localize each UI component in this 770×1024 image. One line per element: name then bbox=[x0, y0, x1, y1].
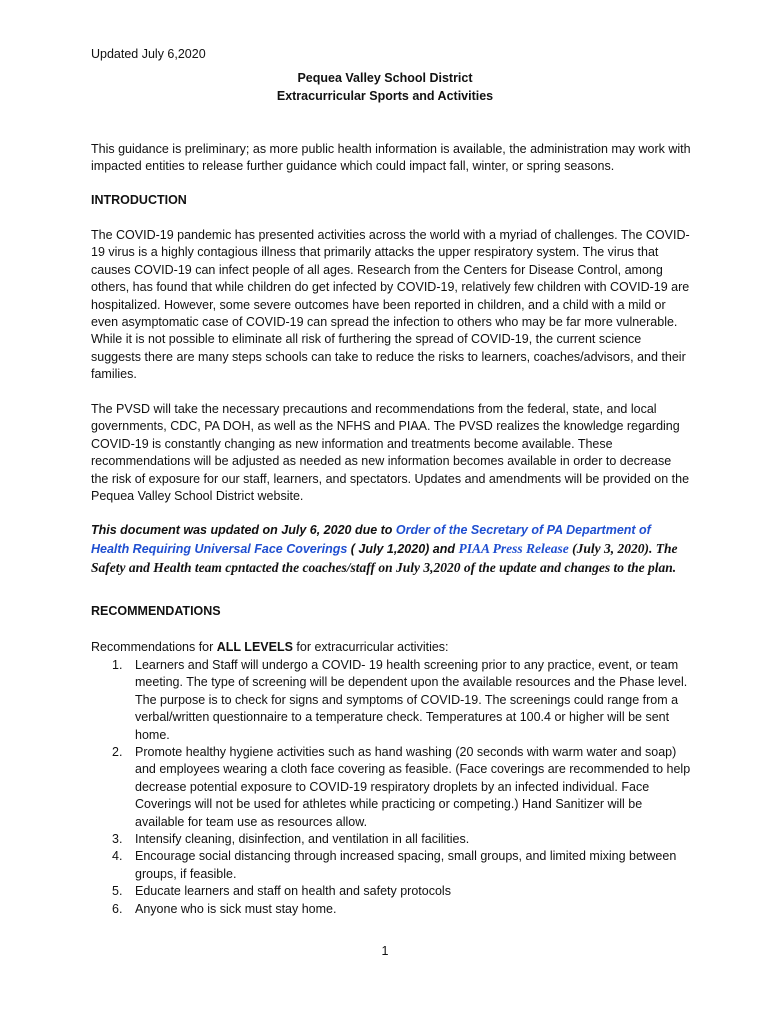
recommendation-number: 5. bbox=[112, 884, 123, 899]
recommendations-intro-bold: ALL LEVELS bbox=[216, 640, 293, 654]
recommendation-text: Learners and Staff will undergo a COVID- 19 health screening prior to any practice, event, or team meeting. The type of screening will be dependent upon the available resources and the Phase level. The purpose is to check for signs and symptoms of COVID-19. The screenings could range from a verbal/written questionnaire to a temperature check. Temperatures at 100.4 or higher will be sent home. bbox=[135, 658, 688, 742]
recommendation-number: 1. bbox=[112, 658, 123, 672]
recommendation-item bbox=[91, 831, 691, 848]
recommendation-text: Anyone who is sick must stay home. bbox=[135, 901, 337, 916]
updated-date: Updated July 6,2020 bbox=[91, 47, 206, 61]
recommendations-intro-prefix: Recommendations for bbox=[91, 640, 217, 654]
recommendations-intro bbox=[91, 639, 691, 656]
recommendation-number: 4. bbox=[112, 849, 123, 864]
recommendations-list bbox=[91, 657, 691, 918]
recommendation-text: Intensify cleaning, disinfection, and ventilation in all facilities. bbox=[135, 832, 470, 847]
recommendation-number: 2. bbox=[112, 745, 123, 760]
page-number: 1 bbox=[381, 944, 389, 958]
recommendation-text: Educate learners and staff on health and safety protocols bbox=[135, 884, 451, 899]
introduction-paragraph-2: The PVSD will take the necessary precautions and recommendations from the federal, state, and local governments, CDC, PA DOH, as well as the NFHS and PIAA. The PVSD realizes the knowledge regarding COVID-19 is constantly changing as new information and treatments become available. These recommendations will be adjusted as needed as new information becomes available in order to decrease the risk of exposure for our staff, learners, and spectators. Updates and amendments will be provided on the Pequea Valley School District website. bbox=[91, 402, 690, 504]
update-note bbox=[91, 522, 691, 577]
doh-order-link[interactable]: Order of the Secretary of PA Department of Health Requiring Universal Face Coverings bbox=[91, 523, 651, 556]
recommendations-heading: RECOMMENDATIONS bbox=[91, 604, 221, 618]
introduction-paragraph-1: The COVID-19 pandemic has presented activities across the world with a myriad of challenges. The COVID-19 virus is a highly contagious illness that primarily attacks the upper respiratory system. The virus that causes COVID-19 can infect people of all ages. Research from the Centers for Disease Control, among others, has found that while children do get infected by COVID-19, relatively few children with COVID-19 are hospitalized. However, some severe outcomes have been reported in children, and a child with a mild or even asymptomatic case of COVID-19 can spread the infection to others who may be far more vulnerable. While it is not possible to eliminate all risk of furthering the spread of COVID-19, the current science suggests there are many steps schools can take to reduce the risks to learners, coaches/advisors, and their families. bbox=[91, 228, 690, 382]
recommendation-item bbox=[91, 901, 691, 918]
recommendations-intro-suffix: for extracurricular activities: bbox=[292, 640, 449, 654]
recommendation-item bbox=[91, 883, 691, 900]
document-subtitle: Extracurricular Sports and Activities bbox=[276, 89, 494, 103]
recommendation-item bbox=[91, 848, 691, 883]
recommendation-item bbox=[91, 744, 691, 831]
update-note-suffix: (July 3, 2020). The Safety and Health team cpntacted the coaches/staff on July 3,2020 of the update and changes to the plan. bbox=[91, 540, 678, 575]
update-note-prefix: This document was updated on July 6, 2020 due to bbox=[91, 523, 396, 537]
preamble-paragraph: This guidance is preliminary; as more public health information is available, the administration may work with impacted entities to release further guidance which could impact fall, winter, or spring seasons. bbox=[91, 142, 691, 174]
recommendation-number: 6. bbox=[112, 901, 123, 916]
update-note-mid: ( July 1,2020) and bbox=[347, 541, 459, 556]
recommendation-text: Promote healthy hygiene activities such as hand washing (20 seconds with warm water and soap) and employees wearing a cloth face covering as feasible. (Face coverings are recommended to help decrease potential exposure to COVID-19 respiratory droplets by an infected individual. Face Coverings will not be used for athletes while practicing or competing.) Hand Sanitizer will be available for team use as resources allow. bbox=[135, 745, 691, 829]
recommendation-text: Encourage social distancing through increased spacing, small groups, and limited mixing between groups, if feasible. bbox=[135, 849, 677, 881]
document-title: Pequea Valley School District bbox=[297, 71, 473, 85]
introduction-heading: INTRODUCTION bbox=[91, 193, 187, 207]
recommendation-number: 3. bbox=[112, 832, 123, 847]
recommendation-item bbox=[91, 657, 691, 744]
piaa-press-release-link[interactable]: PIAA Press Release bbox=[458, 540, 569, 556]
